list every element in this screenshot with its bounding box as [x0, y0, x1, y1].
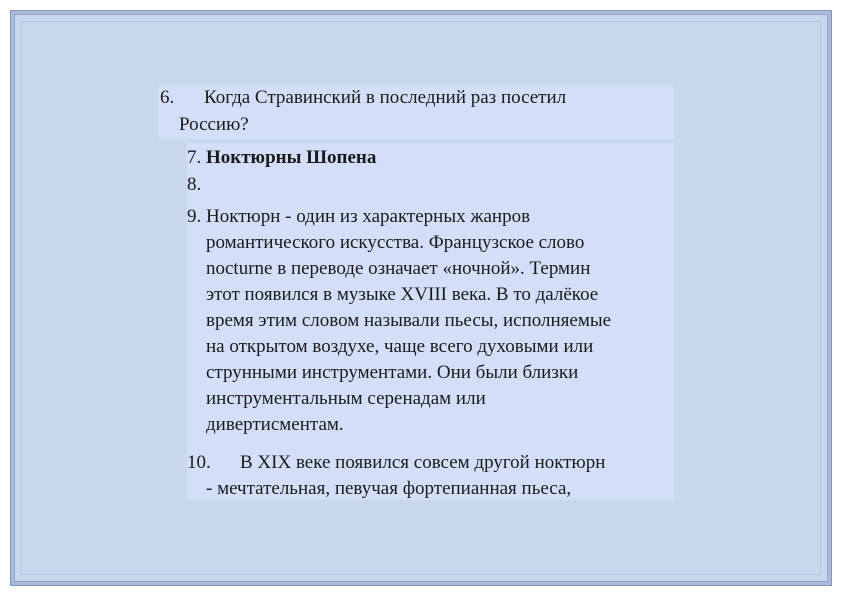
text-list — [187, 143, 674, 500]
list-item-9 — [206, 204, 676, 438]
question-block — [158, 85, 674, 139]
list-item-9-line: инструментальным серенадам или — [206, 388, 486, 409]
list-item-7 — [206, 145, 676, 171]
question-text-line1: Когда Стравинский в последний раз посетил — [204, 87, 567, 108]
question-text-line2: Россию? — [179, 114, 249, 135]
list-item-7-line: Ноктюрны Шопена — [206, 147, 377, 168]
list-item-9-line: nocturne в переводе означает «ночной». Термин — [206, 258, 591, 279]
list-item-10 — [206, 450, 676, 502]
list-item-10-number: 10. — [187, 452, 211, 473]
list-item-9-line: струнными инструментами. Они были близки — [206, 362, 579, 383]
list-item-9-number: 9. — [187, 206, 202, 227]
list-item-7-number: 7. — [187, 147, 202, 168]
list-item-9-line: романтического искусства. Французское слово — [206, 232, 585, 253]
list-item-9-line: время этим словом называли пьесы, исполняемые — [206, 310, 612, 331]
list-item-9-line: этот появился в музыке XVIII века. В то далёкое — [206, 284, 599, 305]
list-item-10-line: - мечтательная, певучая фортепианная пьеса, — [206, 478, 572, 499]
list-item-8-number: 8. — [187, 174, 202, 195]
list-item-9-line: на открытом воздухе, чаще всего духовыми или — [206, 336, 594, 357]
list-item-9-line: дивертисментам. — [206, 414, 344, 435]
list-item-9-line: Ноктюрн - один из характерных жанров — [206, 206, 531, 227]
list-item-10-line: В XIX веке появился совсем другой ноктюрн — [240, 452, 606, 473]
question-number: 6. — [160, 87, 175, 108]
